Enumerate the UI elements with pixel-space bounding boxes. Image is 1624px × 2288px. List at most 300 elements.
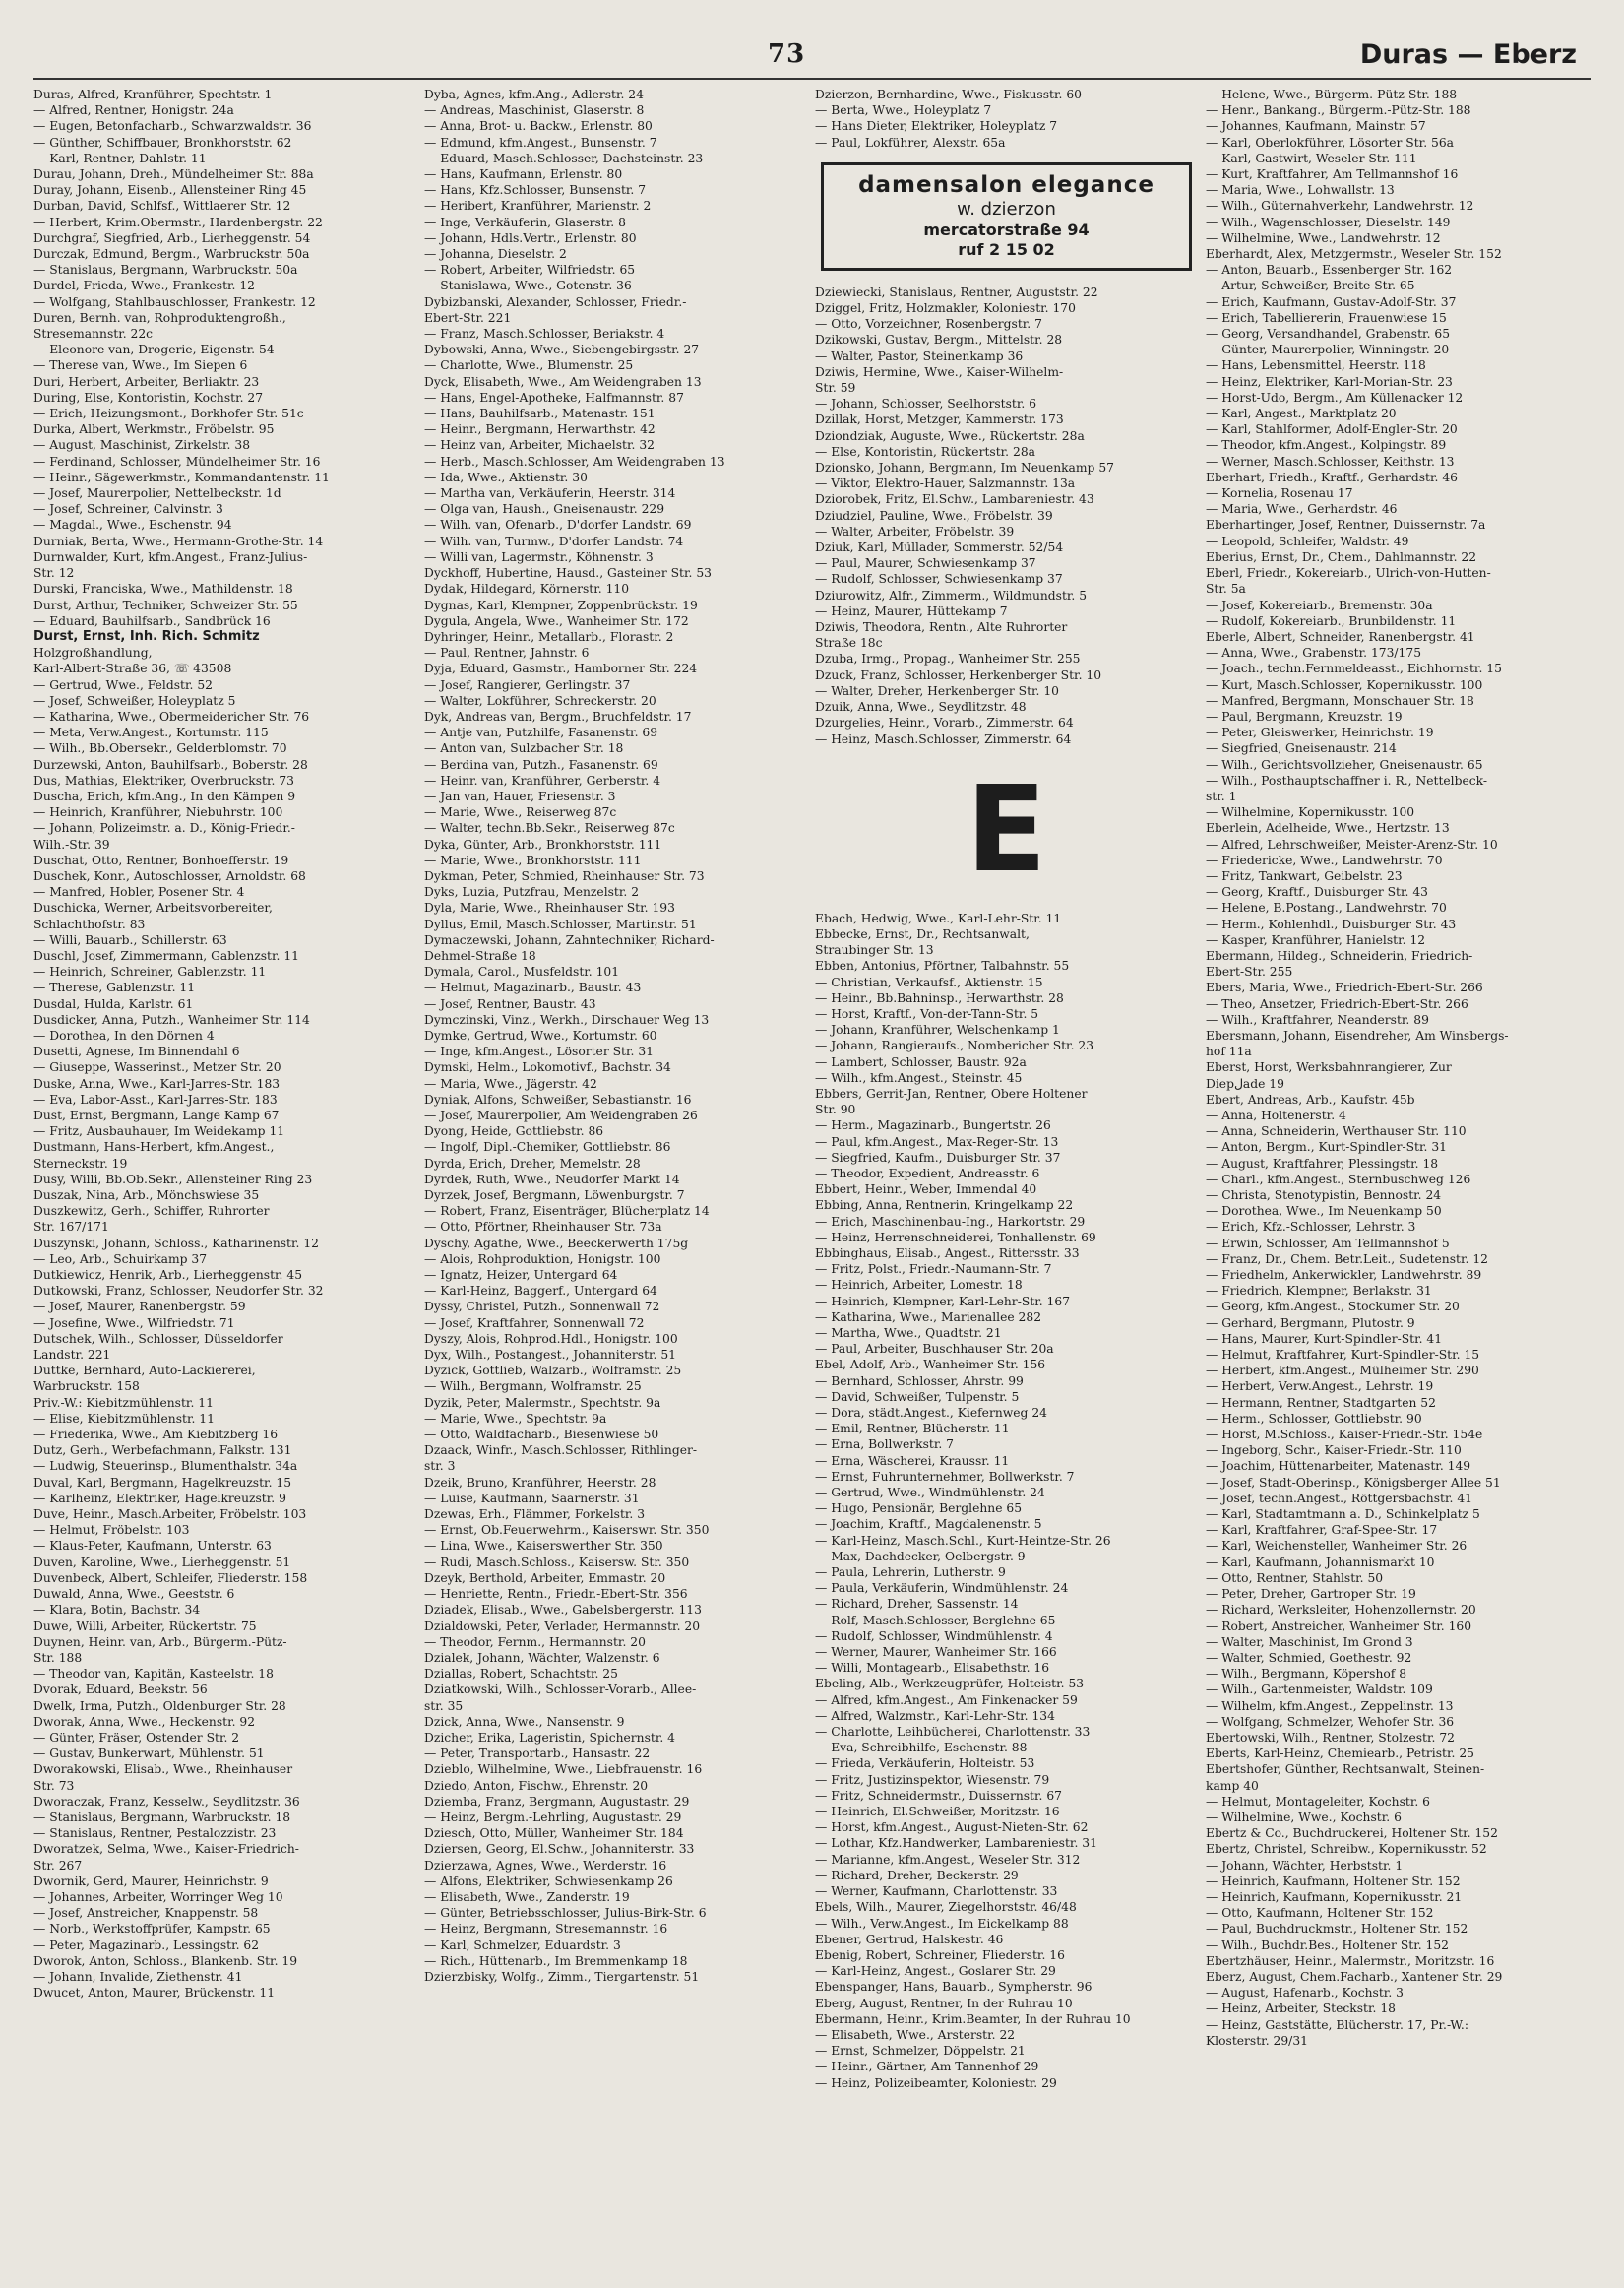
directory-entry: — Ingeborg, Schr., Kaiser-Friedr.-Str. 110 — [1206, 1443, 1462, 1458]
directory-entry: — Heinrich, Arbeiter, Lomestr. 18 — [815, 1278, 1023, 1293]
directory-entry: — Heinr., Bb.Bahninsp., Herwarthstr. 28 — [815, 990, 1064, 1005]
directory-entry: str. 3 — [424, 1459, 456, 1474]
directory-entry: — Kasper, Kranführer, Hanielstr. 12 — [1206, 932, 1426, 947]
directory-entry: Ebert, Andreas, Arb., Kaufstr. 45b — [1206, 1092, 1415, 1107]
directory-entry: Diepلade 19 — [1206, 1076, 1284, 1091]
directory-entry: Durski, Franciska, Wwe., Mathildenstr. 18 — [33, 582, 293, 597]
directory-entry: — Robert, Arbeiter, Wilfriedstr. 65 — [424, 263, 636, 278]
directory-entry: — Peter, Gleiswerker, Heinrichstr. 19 — [1206, 726, 1434, 740]
directory-entry: — Günter, Maurerpolier, Winningstr. 20 — [1206, 343, 1450, 357]
directory-entry: — August, Kraftfahrer, Plessingstr. 18 — [1206, 1156, 1439, 1171]
directory-entry: — Kurt, Kraftfahrer, Am Tellmannshof 16 — [1206, 167, 1459, 182]
directory-entry: — Rudolf, Schlosser, Schwiesenkamp 37 — [815, 572, 1063, 587]
directory-entry: — Josef, Kraftfahrer, Sonnenwall 72 — [424, 1315, 645, 1330]
directory-entry: — Robert, Franz, Eisenträger, Blücherplatz 14 — [424, 1204, 710, 1219]
directory-entry: — Stanislaus, Bergmann, Warbruckstr. 18 — [33, 1810, 291, 1824]
directory-entry: — Paul, Maurer, Schwiesenkamp 37 — [815, 556, 1036, 571]
directory-entry: — Hans, Lebensmittel, Heerstr. 118 — [1206, 358, 1426, 373]
directory-entry: — Franz, Dr., Chem. Betr.Leit., Sudetenstr. 12 — [1206, 1251, 1488, 1266]
directory-entry: Eberg, August, Rentner, In der Ruhrau 10 — [815, 1996, 1073, 2010]
directory-entry: — Charlotte, Wwe., Blumenstr. 25 — [424, 358, 634, 373]
directory-entry: Dziersen, Georg, El.Schw., Johanniterstr. 33 — [424, 1842, 695, 1857]
directory-entry: — Heinz, Masch.Schlosser, Zimmerstr. 64 — [815, 731, 1072, 746]
directory-entry: Wilh.-Str. 39 — [33, 837, 110, 852]
directory-entry: — Eduard, Masch.Schlosser, Dachsteinstr. 23 — [424, 151, 704, 165]
directory-entry: — Johann, Hdls.Vertr., Erlenstr. 80 — [424, 230, 637, 245]
directory-entry: — Stanislaus, Rentner, Pestalozzistr. 23 — [33, 1826, 277, 1841]
directory-entry: Durnwalder, Kurt, kfm.Angest., Franz-Julius- — [33, 549, 308, 564]
directory-entry: — Karlheinz, Elektriker, Hagelkreuzstr. 9 — [33, 1491, 286, 1505]
directory-entry: — Ernst, Fuhrunternehmer, Bollwerkstr. 7 — [815, 1469, 1075, 1484]
directory-entry: — Fritz, Tankwart, Geibelstr. 23 — [1206, 868, 1403, 883]
directory-entry: — Christa, Stenotypistin, Bennostr. 24 — [1206, 1188, 1442, 1203]
directory-entry: — Heinrich, Kranführer, Niebuhrstr. 100 — [33, 805, 283, 820]
header-rule — [33, 78, 1591, 80]
directory-entry: — Herm., Kohlenhdl., Duisburger Str. 43 — [1206, 917, 1457, 931]
directory-entry: Dustmann, Hans-Herbert, kfm.Angest., — [33, 1140, 275, 1155]
directory-entry: Durst, Arthur, Techniker, Schweizer Str. 55 — [33, 598, 298, 612]
directory-entry: — Giuseppe, Wasserinst., Metzer Str. 20 — [33, 1060, 281, 1075]
directory-entry: Durniak, Berta, Wwe., Hermann-Grothe-Str. 14 — [33, 534, 324, 548]
directory-entry: — Werner, Masch.Schlosser, Keithstr. 13 — [1206, 454, 1455, 469]
directory-entry: — Paul, Lokführer, Alexstr. 65a — [815, 135, 1006, 150]
directory-entry: Dehmel-Straße 18 — [424, 948, 536, 963]
directory-entry: — Henr., Bankang., Bürgerm.-Pütz-Str. 188 — [1206, 103, 1471, 118]
column-3-middle-entries — [815, 285, 1198, 747]
directory-entry: Dyks, Luzia, Putzfrau, Menzelstr. 2 — [424, 885, 640, 900]
directory-entry: — Heinz, Gaststätte, Blücherstr. 17, Pr.-W.: — [1206, 2017, 1468, 2032]
directory-entry: — Herbert, Krim.Obermstr., Hardenbergstr. 22 — [33, 215, 323, 229]
directory-entry: — Heinz, Herrenschneiderei, Tonhallenstr. 69 — [815, 1230, 1096, 1244]
directory-entry: — Otto, Kaufmann, Holtener Str. 152 — [1206, 1906, 1434, 1921]
directory-entry: Duval, Karl, Bergmann, Hagelkreuzstr. 15 — [33, 1475, 292, 1490]
directory-entry: — Wolfgang, Stahlbauschlosser, Frankestr. 12 — [33, 294, 316, 309]
directory-entry: Dygula, Angela, Wwe., Wanheimer Str. 172 — [424, 613, 689, 628]
directory-entry: — Eva, Labor-Asst., Karl-Jarres-Str. 183 — [33, 1092, 278, 1107]
directory-entry: Dymke, Gertrud, Wwe., Kortumstr. 60 — [424, 1028, 657, 1043]
directory-entry: Eberhardt, Alex, Metzgermstr., Weseler Str. 152 — [1206, 247, 1502, 262]
directory-entry: — Karl, Kaufmann, Johannismarkt 10 — [1206, 1555, 1435, 1569]
directory-entry: Dziggel, Fritz, Holzmakler, Koloniestr. 170 — [815, 301, 1076, 316]
ad-street: mercatorstraße 94 — [923, 220, 1090, 239]
directory-entry: Duscha, Erich, kfm.Ang., In den Kämpen 9 — [33, 789, 296, 803]
directory-entry: — Otto, Pförtner, Rheinhauser Str. 73a — [424, 1220, 662, 1235]
directory-entry: — August, Hafenarb., Kochstr. 3 — [1206, 1986, 1404, 2001]
directory-entry: — Inge, kfm.Angest., Lösorter Str. 31 — [424, 1045, 654, 1059]
directory-entry: Dutz, Gerh., Werbefachmann, Falkstr. 131 — [33, 1443, 292, 1458]
directory-entry: — Elisabeth, Wwe., Arsterstr. 22 — [815, 2027, 1016, 2042]
directory-entry: — Martha van, Verkäuferin, Heerstr. 314 — [424, 486, 676, 501]
directory-entry: — Ferdinand, Schlosser, Mündelheimer Str. 16 — [33, 454, 321, 469]
directory-entry: Dworok, Anton, Schloss., Blankenb. Str. 19 — [33, 1953, 298, 1968]
directory-entry: Ebersmann, Johann, Eisendreher, Am Winsbergs- — [1206, 1028, 1509, 1043]
directory-entry: Ebert-Str. 221 — [424, 310, 512, 325]
directory-entry: — Erna, Bollwerkstr. 7 — [815, 1437, 954, 1452]
directory-entry: Durst, Ernst, Inh. Rich. Schmitz — [33, 628, 260, 644]
directory-entry: Dwornik, Gerd, Maurer, Heinrichstr. 9 — [33, 1874, 269, 1888]
directory-entry: Ebbers, Gerrit-Jan, Rentner, Obere Holtener — [815, 1086, 1088, 1101]
directory-entry: Dvorak, Eduard, Beekstr. 56 — [33, 1683, 208, 1697]
directory-entry: — Otto, Rentner, Stahlstr. 50 — [1206, 1570, 1384, 1585]
directory-entry: Dyhringer, Heinr., Metallarb., Florastr. 2 — [424, 629, 674, 644]
directory-entry: Dydak, Hildegard, Körnerstr. 110 — [424, 582, 630, 597]
directory-entry: Eberts, Karl-Heinz, Chemiearb., Petristr. 25 — [1206, 1747, 1474, 1761]
directory-entry: — Josef, Maurer, Ranenbergstr. 59 — [33, 1300, 246, 1314]
directory-entry: Durban, David, Schlfsf., Wittlaerer Str. 12 — [33, 199, 291, 214]
directory-entry: — Helene, Wwe., Bürgerm.-Pütz-Str. 188 — [1206, 88, 1458, 101]
directory-entry: — Karl, Stadtamtmann a. D., Schinkelplatz 5 — [1206, 1507, 1480, 1522]
directory-entry: — Rudi, Masch.Schloss., Kaisersw. Str. 350 — [424, 1555, 690, 1569]
directory-entry: — Heinz, Bergmann, Stresemannstr. 16 — [424, 1922, 668, 1937]
directory-entry: — Heinr., Gärtner, Am Tannenhof 29 — [815, 2060, 1039, 2074]
directory-entry: — Gertrud, Wwe., Feldstr. 52 — [33, 677, 213, 692]
directory-entry: — Hans, Kfz.Schlosser, Bunsenstr. 7 — [424, 183, 647, 198]
directory-entry: Duwald, Anna, Wwe., Geeststr. 6 — [33, 1587, 235, 1602]
directory-entry: Dzialdowski, Peter, Verlader, Hermannstr. 20 — [424, 1619, 701, 1633]
directory-entry: Str. 188 — [33, 1650, 83, 1665]
directory-entry: Duszkewitz, Gerh., Schiffer, Ruhrorter — [33, 1204, 270, 1219]
directory-entry: — Johann, Wächter, Herbststr. 1 — [1206, 1858, 1404, 1873]
directory-entry: — Herbert, kfm.Angest., Mülheimer Str. 290 — [1206, 1364, 1479, 1378]
directory-entry: Duray, Johann, Eisenb., Allensteiner Ring 45 — [33, 183, 307, 198]
directory-entry: — Walter, Arbeiter, Fröbelstr. 39 — [815, 524, 1015, 539]
directory-entry: Dziesch, Otto, Müller, Wanheimer Str. 184 — [424, 1826, 684, 1841]
directory-entry: — Anna, Schneiderin, Werthauser Str. 110 — [1206, 1124, 1467, 1139]
directory-entry: — Hans, Kaufmann, Erlenstr. 80 — [424, 167, 623, 182]
directory-entry: — Fritz, Polst., Friedr.-Naumann-Str. 7 — [815, 1262, 1052, 1277]
directory-entry: — Johann, Invalide, Ziethenstr. 41 — [33, 1969, 243, 1984]
directory-entry: Dziedo, Anton, Fischw., Ehrenstr. 20 — [424, 1778, 649, 1793]
directory-entry: Durdel, Frieda, Wwe., Frankestr. 12 — [33, 279, 256, 293]
directory-entry: — Erich, Kfz.-Schlosser, Lehrstr. 3 — [1206, 1220, 1416, 1235]
directory-entry: — Hugo, Pensionär, Berglehne 65 — [815, 1501, 1023, 1516]
directory-entry: — Andreas, Maschinist, Glaserstr. 8 — [424, 103, 645, 118]
directory-entry: — Wilh. van, Ofenarb., D'dorfer Landstr. 69 — [424, 518, 692, 533]
directory-entry: — Jan van, Hauer, Friesenstr. 3 — [424, 789, 616, 803]
directory-entry: — Marianne, kfm.Angest., Weseler Str. 312 — [815, 1852, 1081, 1867]
directory-entry: — Peter, Transportarb., Hansastr. 22 — [424, 1747, 651, 1761]
directory-entry: Str. 90 — [815, 1103, 856, 1117]
directory-entry: Dziemba, Franz, Bergmann, Augustastr. 29 — [424, 1794, 690, 1809]
directory-entry: Ebers, Maria, Wwe., Friedrich-Ebert-Str. 266 — [1206, 981, 1483, 995]
directory-entry: Dzikowski, Gustav, Bergm., Mittelstr. 28 — [815, 333, 1063, 348]
directory-entry: Duszak, Nina, Arb., Mönchswiese 35 — [33, 1188, 260, 1203]
directory-entry: — Herb., Masch.Schlosser, Am Weidengraben 13 — [424, 454, 725, 469]
directory-entry: — Antje van, Putzhilfe, Fasanenstr. 69 — [424, 726, 658, 740]
directory-entry: Dzewas, Erh., Flämmer, Forkelstr. 3 — [424, 1507, 646, 1522]
directory-entry: During, Else, Kontoristin, Kochstr. 27 — [33, 390, 264, 405]
directory-entry: Landstr. 221 — [33, 1348, 111, 1363]
directory-entry: Ebenspanger, Hans, Bauarb., Sympherstr. 96 — [815, 1980, 1093, 1995]
directory-entry: — Lambert, Schlosser, Baustr. 92a — [815, 1054, 1027, 1069]
directory-entry: — Ernst, Schmelzer, Döppelstr. 21 — [815, 2044, 1026, 2059]
directory-entry: — Hans, Engel-Apotheke, Halfmannstr. 87 — [424, 390, 684, 405]
directory-entry: — Wilh., Buchdr.Bes., Holtener Str. 152 — [1206, 1938, 1450, 1952]
directory-entry: Dyzick, Gottlieb, Walzarb., Wolframstr. 25 — [424, 1364, 682, 1378]
directory-entry: Eberhartinger, Josef, Rentner, Duissernstr. 7a — [1206, 518, 1486, 533]
directory-entry: — Hans Dieter, Elektriker, Holeyplatz 7 — [815, 119, 1058, 134]
directory-entry: — Helmut, Magazinarb., Baustr. 43 — [424, 981, 642, 995]
directory-entry: Stresemannstr. 22c — [33, 327, 154, 342]
directory-entry: — Artur, Schweißer, Breite Str. 65 — [1206, 279, 1415, 293]
directory-entry: — Günter, Betriebsschlosser, Julius-Birk-Str. 6 — [424, 1906, 707, 1921]
directory-entry: — Lina, Wwe., Kaiserswerther Str. 350 — [424, 1539, 663, 1554]
directory-entry: — Friedrich, Klempner, Berlakstr. 31 — [1206, 1284, 1432, 1299]
directory-entry: — Anton, Bauarb., Essenberger Str. 162 — [1206, 263, 1453, 278]
directory-entry: Duschl, Josef, Zimmermann, Gablenzstr. 11 — [33, 948, 299, 963]
directory-entry: — Eduard, Bauhilfsarb., Sandbrück 16 — [33, 613, 271, 628]
directory-entry: — Wilh., Gartenmeister, Waldstr. 109 — [1206, 1683, 1433, 1697]
directory-entry: Dyrda, Erich, Dreher, Memelstr. 28 — [424, 1156, 641, 1171]
directory-entry: — Heinz van, Arbeiter, Michaelstr. 32 — [424, 438, 655, 453]
directory-entry: Dworakowski, Elisab., Wwe., Rheinhauser — [33, 1762, 293, 1777]
directory-entry: — Kornelia, Rosenau 17 — [1206, 486, 1353, 501]
directory-entry: Dymczinski, Vinz., Werkh., Dirschauer Weg 13 — [424, 1012, 710, 1027]
directory-entry: Dykman, Peter, Schmied, Rheinhauser Str. 73 — [424, 868, 705, 883]
directory-entry: Dziorobek, Fritz, El.Schw., Lambareniestr. 43 — [815, 492, 1094, 507]
directory-entry: — Walter, Lokführer, Schreckerstr. 20 — [424, 693, 656, 708]
directory-entry: — Heinr., Sägewerkmstr., Kommandantenstr. 11 — [33, 470, 330, 484]
directory-entry: — Therese van, Wwe., Im Siepen 6 — [33, 358, 248, 373]
directory-entry: — Alfred, kfm.Angest., Am Finkenacker 59 — [815, 1692, 1078, 1707]
directory-entry: Str. 5a — [1206, 582, 1246, 597]
directory-entry: Ebermann, Hildeg., Schneiderin, Friedrich- — [1206, 948, 1473, 963]
directory-entry: Dutschek, Wilh., Schlosser, Düsseldorfer — [33, 1331, 283, 1346]
directory-entry: Dzick, Anna, Wwe., Nansenstr. 9 — [424, 1714, 625, 1729]
directory-entry: Duri, Herbert, Arbeiter, Berliaktr. 23 — [33, 374, 260, 389]
directory-entry: — Heinrich, Kaufmann, Holtener Str. 152 — [1206, 1874, 1461, 1888]
directory-entry: — Karl, Weichensteller, Wanheimer Str. 26 — [1206, 1539, 1468, 1554]
directory-entry: — Karl, Schmelzer, Eduardstr. 3 — [424, 1938, 621, 1952]
directory-entry: — Karl, Rentner, Dahlstr. 11 — [33, 151, 207, 165]
directory-entry: — Anna, Holtenerstr. 4 — [1206, 1109, 1346, 1122]
directory-entry: — Josefine, Wwe., Wilfriedstr. 71 — [33, 1315, 235, 1330]
directory-entry: Dyk, Andreas van, Bergm., Bruchfeldstr. 17 — [424, 709, 692, 724]
directory-entry: Str. 59 — [815, 381, 856, 396]
directory-entry: — Fritz, Ausbauhauer, Im Weidekamp 11 — [33, 1124, 285, 1139]
directory-entry: — Erich, Tabelliererin, Frauenwiese 15 — [1206, 310, 1447, 325]
directory-entry: — Emil, Rentner, Blücherstr. 11 — [815, 1422, 1010, 1436]
directory-entry: — Stanislawa, Wwe., Gotenstr. 36 — [424, 279, 632, 293]
directory-entry: — Walter, Maschinist, Im Grond 3 — [1206, 1634, 1413, 1649]
directory-entry: Dzieblo, Wilhelmine, Wwe., Liebfrauenstr. 16 — [424, 1762, 703, 1777]
directory-entry: — Siegfried, Gneisenaustr. 214 — [1206, 741, 1397, 756]
directory-entry: — Christian, Verkaufsf., Aktienstr. 15 — [815, 975, 1043, 989]
directory-entry: Karl-Albert-Straße 36, ☏ 43508 — [33, 662, 232, 676]
directory-entry: — Manfred, Bergmann, Monschauer Str. 18 — [1206, 693, 1474, 708]
directory-entry: — Joach., techn.Fernmeldeasst., Eichhornstr. 15 — [1206, 662, 1502, 676]
directory-entry: — Fritz, Schneidermstr., Duissernstr. 67 — [815, 1788, 1062, 1803]
directory-entry: — Rolf, Masch.Schlosser, Berglehne 65 — [815, 1613, 1056, 1627]
directory-entry: — Heinrich, Klempner, Karl-Lehr-Str. 167 — [815, 1294, 1071, 1308]
directory-entry: Ebertz & Co., Buchdruckerei, Holtener Str. 152 — [1206, 1826, 1498, 1841]
directory-entry: — Horst-Udo, Bergm., Am Küllenacker 12 — [1206, 390, 1464, 405]
directory-entry: — Heinz, Polizeibeamter, Koloniestr. 29 — [815, 2075, 1057, 2090]
directory-entry: Dzuik, Anna, Wwe., Seydlitzstr. 48 — [815, 700, 1027, 715]
directory-entry: Dyla, Marie, Wwe., Rheinhauser Str. 193 — [424, 901, 675, 916]
directory-entry: Dusdicker, Anna, Putzh., Wanheimer Str. 114 — [33, 1012, 310, 1027]
directory-entry: — Else, Kontoristin, Rückertstr. 28a — [815, 444, 1035, 459]
directory-entry: — Norb., Werkstoffprüfer, Kampstr. 65 — [33, 1922, 271, 1937]
directory-entry: — Peter, Magazinarb., Lessingstr. 62 — [33, 1938, 260, 1952]
directory-entry: Dziwis, Hermine, Wwe., Kaiser-Wilhelm- — [815, 364, 1064, 379]
directory-entry: Ebben, Antonius, Pförtner, Talbahnstr. 55 — [815, 959, 1070, 974]
directory-entry: — Walter, Schmied, Goethestr. 92 — [1206, 1650, 1412, 1665]
directory-entry: Ebener, Gertrud, Halskestr. 46 — [815, 1932, 1004, 1946]
directory-entry: — Johann, Polizeimstr. a. D., König-Friedr.- — [33, 821, 295, 836]
directory-entry: Duras, Alfred, Kranführer, Spechtstr. 1 — [33, 88, 273, 101]
directory-entry: Dutkiewicz, Henrik, Arb., Lierheggenstr. 45 — [33, 1268, 303, 1283]
directory-entry: Dusetti, Agnese, Im Binnendahl 6 — [33, 1045, 240, 1059]
directory-entry: — Friederika, Wwe., Am Kiebitzberg 16 — [33, 1428, 279, 1442]
directory-entry: Straubinger Str. 13 — [815, 943, 934, 958]
directory-entry: — Hans, Maurer, Kurt-Spindler-Str. 41 — [1206, 1331, 1443, 1346]
column-2 — [424, 87, 807, 2280]
directory-entry: — Erwin, Schlosser, Am Tellmannshof 5 — [1206, 1236, 1450, 1250]
directory-entry: Dybizbanski, Alexander, Schlosser, Friedr.- — [424, 294, 687, 309]
directory-entry: Ebbecke, Ernst, Dr., Rechtsanwalt, — [815, 926, 1030, 941]
directory-entry: Duve, Heinr., Masch.Arbeiter, Fröbelstr. 103 — [33, 1507, 307, 1522]
directory-entry: — Josef, Rangierer, Gerlingstr. 37 — [424, 677, 631, 692]
directory-entry: Dyssy, Christel, Putzh., Sonnenwall 72 — [424, 1300, 660, 1314]
directory-entry: Str. 167/171 — [33, 1220, 109, 1235]
directory-entry: — Johann, Kranführer, Welschenkamp 1 — [815, 1023, 1060, 1038]
page-number: 73 — [768, 39, 806, 69]
directory-entry: — Erich, Heizungsmont., Borkhofer Str. 51c — [33, 407, 304, 421]
directory-entry: Eberhart, Friedh., Kraftf., Gerhardstr. 46 — [1206, 470, 1458, 484]
directory-entry: — Franz, Masch.Schlosser, Beriakstr. 4 — [424, 327, 665, 342]
directory-entry: — Charl., kfm.Angest., Sternbuschweg 126 — [1206, 1172, 1471, 1186]
directory-entry: — Otto, Vorzeichner, Rosenbergstr. 7 — [815, 317, 1042, 332]
directory-entry: — Dora, städt.Angest., Kiefernweg 24 — [815, 1406, 1047, 1420]
directory-entry: Ebenig, Robert, Schreiner, Fliederstr. 16 — [815, 1947, 1065, 1962]
column-4 — [1206, 87, 1589, 2280]
directory-entry: — Marie, Wwe., Spechtstr. 9a — [424, 1411, 607, 1426]
directory-entry: — Erich, Maschinenbau-Ing., Harkortstr. 29 — [815, 1214, 1086, 1229]
directory-entry: — Horst, M.Schloss., Kaiser-Friedr.-Str. 154e — [1206, 1428, 1483, 1442]
directory-entry: — Wilh. van, Turmw., D'dorfer Landstr. 74 — [424, 534, 684, 548]
directory-entry: — Elise, Kiebitzmühlenstr. 11 — [33, 1411, 215, 1426]
directory-entry: Duwe, Willi, Arbeiter, Rückertstr. 75 — [33, 1619, 257, 1633]
directory-entry: Klosterstr. 29/31 — [1206, 2033, 1308, 2048]
directory-entry: — Erna, Wäscherei, Kraussr. 11 — [815, 1453, 1010, 1468]
directory-entry: — Walter, Pastor, Steinenkamp 36 — [815, 349, 1024, 363]
directory-entry: Eberlein, Adelheide, Wwe., Hertzstr. 13 — [1206, 821, 1450, 836]
directory-entry: Ebels, Wilh., Maurer, Ziegelhorststr. 46/48 — [815, 1900, 1077, 1915]
directory-entry: — Rudolf, Kokereiarb., Brunbildenstr. 11 — [1206, 613, 1457, 628]
directory-entry: Ebertzhäuser, Heinr., Malermstr., Moritzstr. 16 — [1206, 1953, 1495, 1968]
directory-entry: — Willi van, Lagermstr., Köhnenstr. 3 — [424, 549, 654, 564]
directory-entry: Dyja, Eduard, Gasmstr., Hamborner Str. 224 — [424, 662, 698, 676]
directory-entry: Dyckhoff, Hubertine, Hausd., Gasteiner Str. 53 — [424, 566, 712, 581]
directory-entry: — Johann, Rangieraufs., Nombericher Str. 23 — [815, 1039, 1094, 1053]
directory-entry: Dworak, Anna, Wwe., Heckenstr. 92 — [33, 1714, 256, 1729]
directory-entry: — Wilhelmine, Wwe., Landwehrstr. 12 — [1206, 230, 1441, 245]
directory-entry: Dyka, Günter, Arb., Bronkhorststr. 111 — [424, 837, 662, 852]
directory-entry: — Walter, Dreher, Herkenberger Str. 10 — [815, 683, 1060, 698]
directory-entry: — Josef, Schweißer, Holeyplatz 5 — [33, 693, 236, 708]
directory-entry: Duschek, Konr., Autoschlosser, Arnoldstr. 68 — [33, 868, 306, 883]
directory-entry: Dziatkowski, Wilh., Schlosser-Vorarb., Allee- — [424, 1683, 697, 1697]
ad-business-name: damensalon elegance — [858, 171, 1155, 198]
directory-entry: — Karl-Heinz, Masch.Schl., Kurt-Heintze-Str. 26 — [815, 1533, 1111, 1548]
directory-entry: — Johann, Schlosser, Seelhorststr. 6 — [815, 397, 1037, 412]
directory-entry: Dusy, Willi, Bb.Ob.Sekr., Allensteiner Ring 23 — [33, 1172, 313, 1186]
directory-entry: — Leopold, Schleifer, Waldstr. 49 — [1206, 534, 1409, 548]
directory-entry: — Karl-Heinz, Baggerf., Untergard 64 — [424, 1284, 657, 1299]
directory-entry: — Paul, Arbeiter, Buschhauser Str. 20a — [815, 1342, 1054, 1357]
directory-entry: — Ida, Wwe., Aktienstr. 30 — [424, 470, 588, 484]
directory-entry: — Paula, Verkäuferin, Windmühlenstr. 24 — [815, 1581, 1069, 1596]
directory-entry: Eberius, Ernst, Dr., Chem., Dahlmannstr. 22 — [1206, 549, 1477, 564]
directory-entry: Duvenbeck, Albert, Schleifer, Fliederstr. 158 — [33, 1570, 308, 1585]
directory-entry: str. 35 — [424, 1698, 464, 1713]
directory-entry: Dutkowski, Franz, Schlosser, Neudorfer Str. 32 — [33, 1284, 324, 1299]
directory-entry: — Eva, Schreibhilfe, Eschenstr. 88 — [815, 1741, 1028, 1755]
directory-entry: — Hermann, Rentner, Stadtgarten 52 — [1206, 1395, 1436, 1410]
directory-entry: — Rudolf, Schlosser, Windmühlenstr. 4 — [815, 1628, 1053, 1643]
directory-entry: Duttke, Bernhard, Auto-Lackiererei, — [33, 1364, 256, 1378]
directory-entry: Dyong, Heide, Gottliebstr. 86 — [424, 1124, 604, 1139]
directory-entry: — Therese, Gablenzstr. 11 — [33, 981, 196, 995]
directory-entry: — Heinr. van, Kranführer, Gerberstr. 4 — [424, 773, 661, 788]
directory-entry: — Karl-Heinz, Angest., Goslarer Str. 29 — [815, 1964, 1056, 1979]
directory-entry: Ebbert, Heinr., Weber, Immendal 40 — [815, 1182, 1037, 1197]
directory-entry: — Ignatz, Heizer, Untergard 64 — [424, 1268, 618, 1283]
directory-entry: hof 11a — [1206, 1045, 1252, 1059]
directory-entry: — Johannes, Kaufmann, Mainstr. 57 — [1206, 119, 1426, 134]
directory-entry: Dziwis, Theodora, Rentn., Alte Ruhrorter — [815, 620, 1068, 635]
directory-entry: Eberl, Friedr., Kokereiarb., Ulrich-von-Hutten- — [1206, 566, 1491, 581]
directory-entry: — Johanna, Dieselstr. 2 — [424, 247, 567, 262]
directory-entry: — Wilh., Bb.Obersekr., Gelderblomstr. 70 — [33, 741, 287, 756]
directory-entry: Dzuck, Franz, Schlosser, Herkenberger Str. 10 — [815, 667, 1102, 682]
directory-entry: Dzionsko, Johann, Bergmann, Im Neuenkamp 57 — [815, 461, 1114, 476]
directory-entry: — Helene, B.Postang., Landwehrstr. 70 — [1206, 901, 1447, 916]
directory-entry: — Wilhelmine, Wwe., Kochstr. 6 — [1206, 1810, 1402, 1824]
directory-entry: — Anton van, Sulzbacher Str. 18 — [424, 741, 624, 756]
directory-entry: Dwelk, Irma, Putzh., Oldenburger Str. 28 — [33, 1698, 286, 1713]
directory-entry: Durchgraf, Siegfried, Arb., Lierheggenstr. 54 — [33, 230, 311, 245]
ad-owner: w. dzierzon — [957, 198, 1056, 220]
directory-entry: — Willi, Montagearb., Elisabethstr. 16 — [815, 1661, 1050, 1676]
directory-entry: — Alfred, Walzmstr., Karl-Lehr-Str. 134 — [815, 1708, 1055, 1723]
directory-entry: — Hans, Bauhilfsarb., Matenastr. 151 — [424, 407, 656, 421]
directory-entry: — Helmut, Montageleiter, Kochstr. 6 — [1206, 1794, 1431, 1809]
directory-entry: Duszynski, Johann, Schloss., Katharinenstr. 12 — [33, 1236, 319, 1250]
directory-entry: Ebeling, Alb., Werkzeugprüfer, Holteistr. 53 — [815, 1677, 1085, 1691]
directory-entry: Sterneckstr. 19 — [33, 1156, 128, 1171]
directory-entry: — Heribert, Kranführer, Marienstr. 2 — [424, 199, 652, 214]
directory-entry: Durczak, Edmund, Bergm., Warbruckstr. 50a — [33, 247, 310, 262]
directory-entry: — Joachim, Hüttenarbeiter, Matenastr. 149 — [1206, 1459, 1471, 1474]
directory-entry: — Martha, Wwe., Quadtstr. 21 — [815, 1325, 1002, 1340]
directory-entry: Dyschy, Agathe, Wwe., Beeckerwerth 175g — [424, 1236, 689, 1250]
directory-entry: — Gertrud, Wwe., Windmühlenstr. 24 — [815, 1486, 1045, 1500]
directory-entry: Ebertz, Christel, Schreibw., Kopernikusstr. 52 — [1206, 1842, 1487, 1857]
directory-entry: — Frieda, Verkäuferin, Holteistr. 53 — [815, 1756, 1035, 1771]
directory-entry: Dworatzek, Selma, Wwe., Kaiser-Friedrich- — [33, 1842, 299, 1857]
directory-entry: — Peter, Dreher, Gartroper Str. 19 — [1206, 1587, 1416, 1602]
directory-entry: — Wilhelm, kfm.Angest., Zeppelinstr. 13 — [1206, 1698, 1454, 1713]
directory-entry: Dziuk, Karl, Müllader, Sommerstr. 52/54 — [815, 540, 1064, 555]
directory-entry: — Viktor, Elektro-Hauer, Salzmannstr. 13a — [815, 477, 1076, 491]
directory-entry: Dyszy, Alois, Rohprod.Hdl., Honigstr. 100 — [424, 1331, 678, 1346]
directory-entry: Dzierzbisky, Wolfg., Zimm., Tiergartenstr. 51 — [424, 1969, 700, 1984]
directory-entry: — Karl, Stahlformer, Adolf-Engler-Str. 20 — [1206, 422, 1458, 437]
directory-entry: — Josef, Maurerpolier, Nettelbeckstr. 1d — [33, 486, 281, 501]
directory-entry: — Richard, Dreher, Beckerstr. 29 — [815, 1868, 1019, 1882]
